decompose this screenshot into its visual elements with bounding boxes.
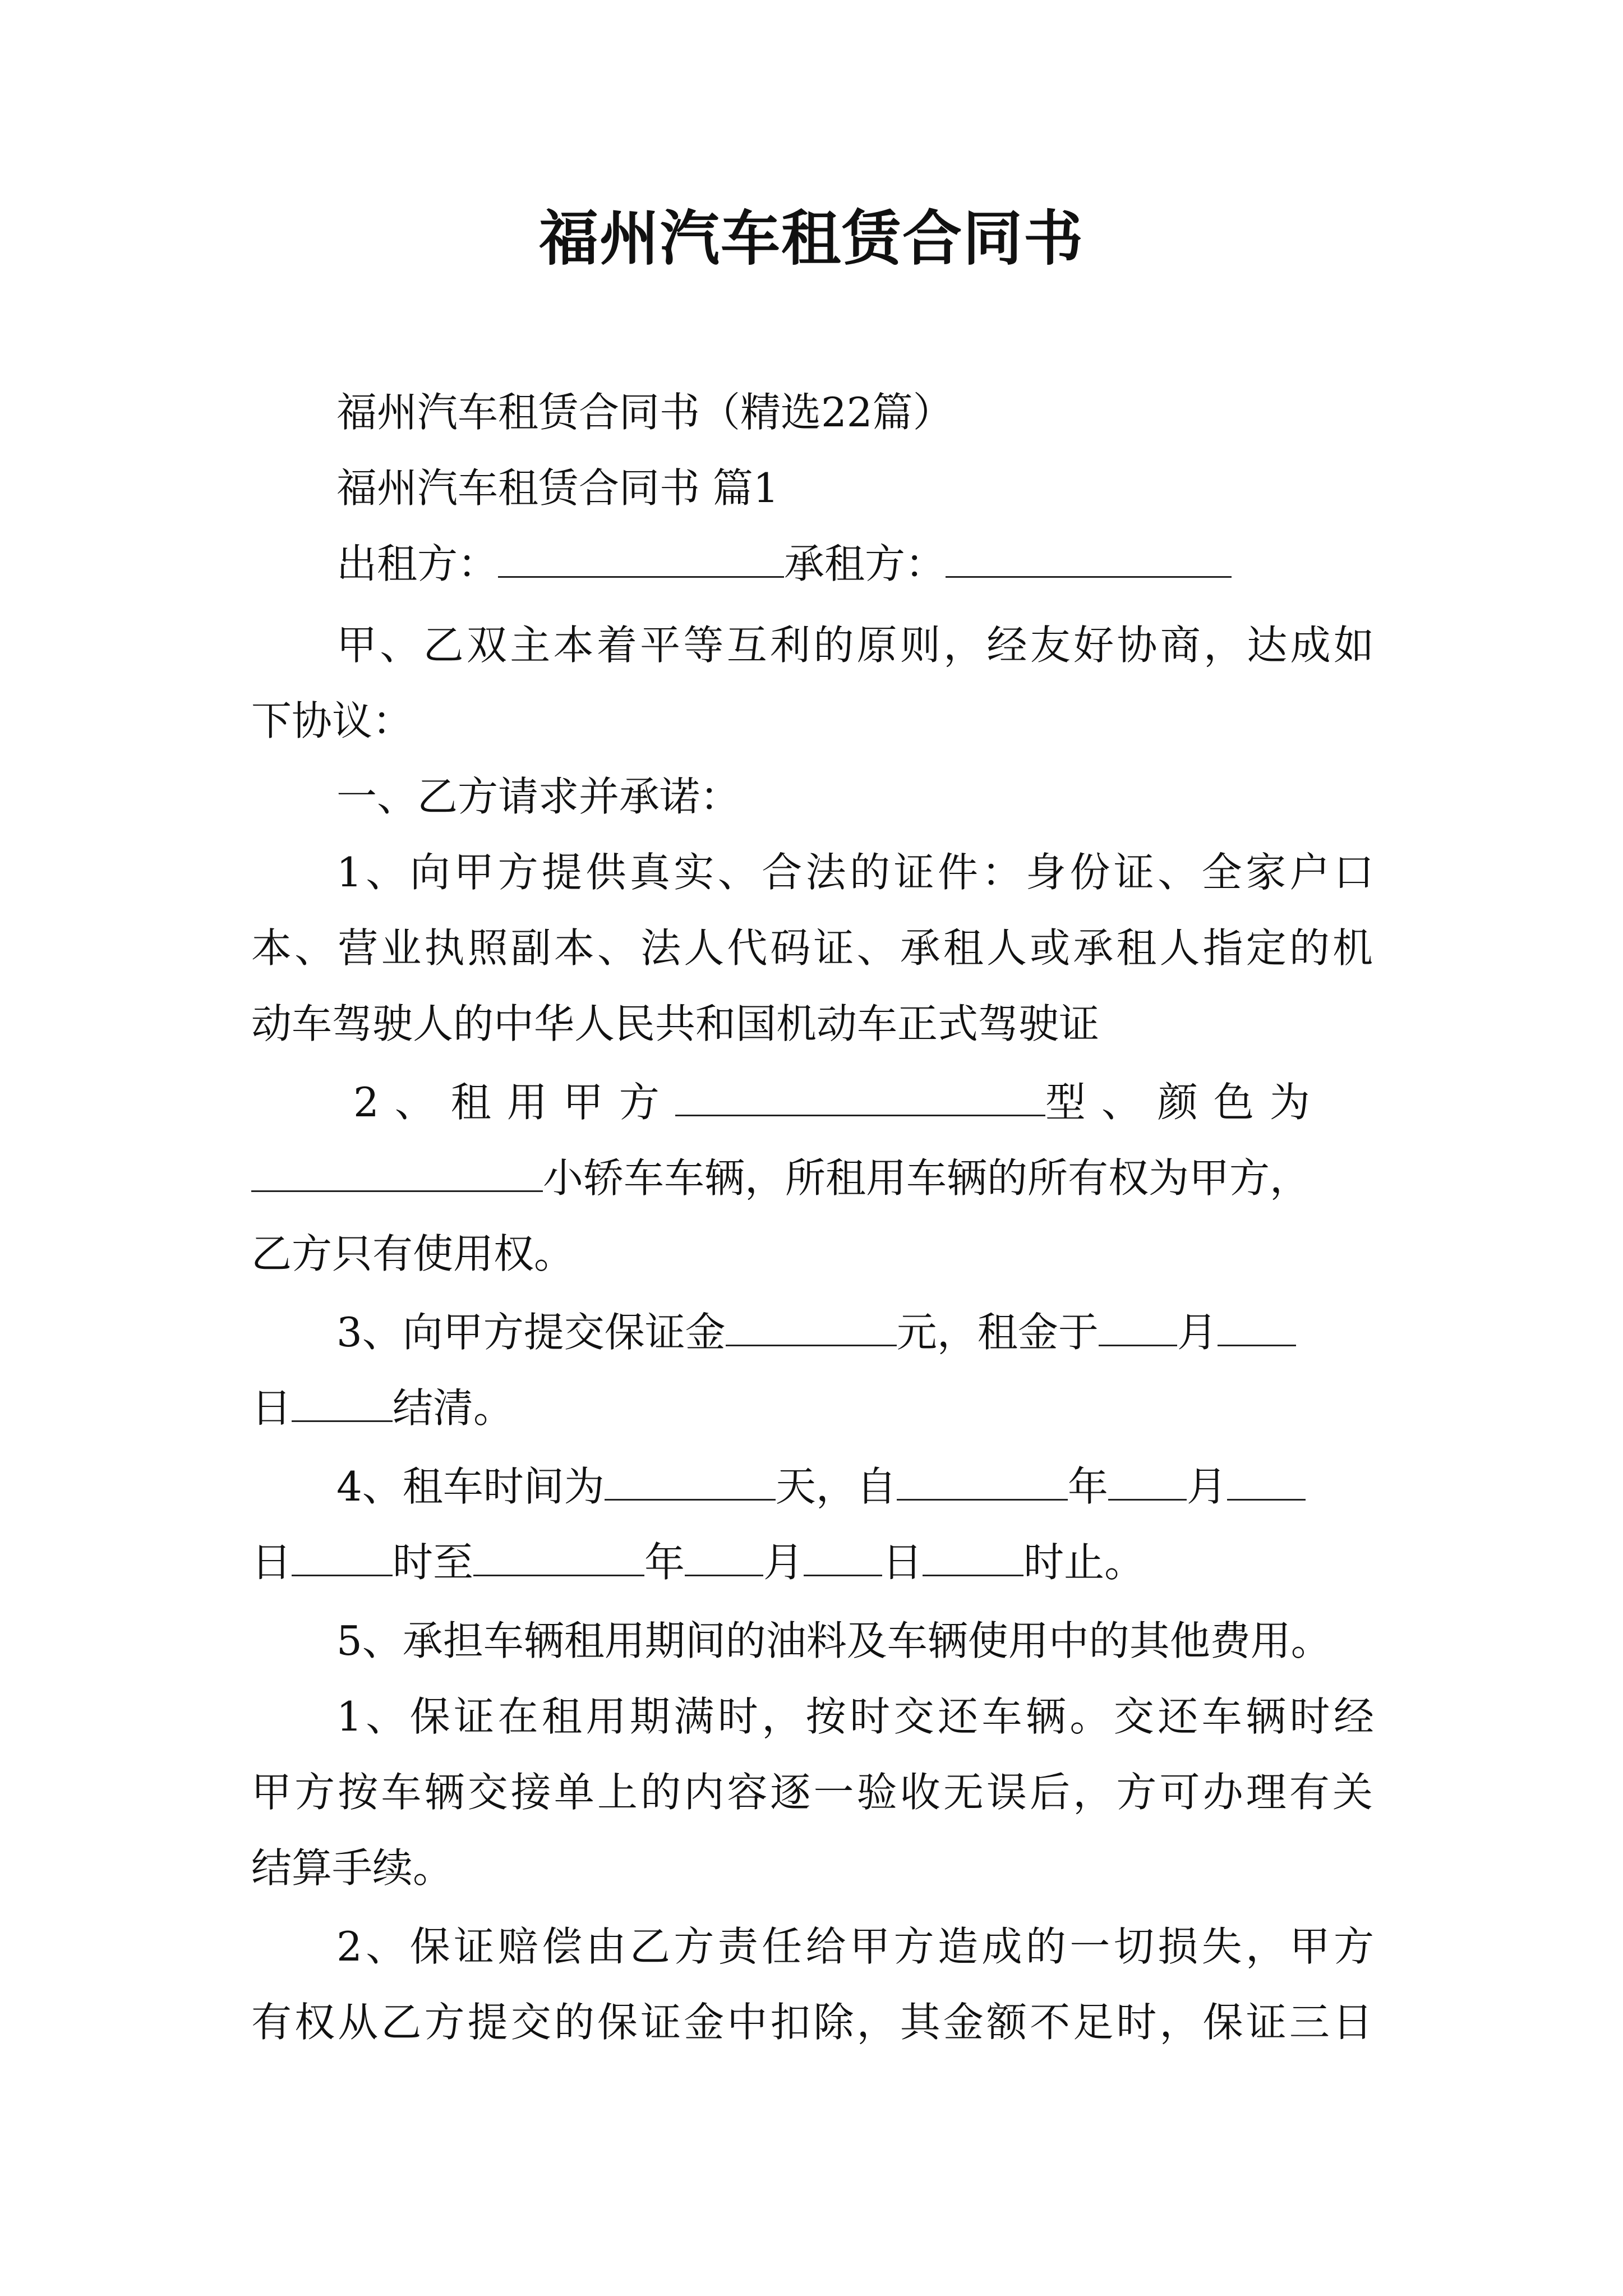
subtitle-line: 福州汽车租赁合同书（精选22篇）	[336, 389, 953, 436]
rental-period-line: 日 时至 年 月 日 时止。	[251, 1531, 1373, 1593]
section-heading: 福州汽车租赁合同书 篇1	[336, 464, 779, 512]
clause-line: 甲方按车辆交接单上的内容逐一验收无误后，方可办理有关	[251, 1769, 1373, 1816]
month-blank	[1108, 1460, 1187, 1501]
lessee-label: 承租方：	[784, 540, 946, 587]
color-blank	[251, 1151, 543, 1192]
day-blank	[1227, 1460, 1306, 1501]
hour-blank	[923, 1535, 1023, 1576]
clause-heading: 一、乙方请求并承诺：	[336, 773, 741, 820]
lessor-blank	[498, 537, 784, 578]
lessee-blank	[946, 537, 1232, 578]
clause-line: 乙方只有使用权。	[251, 1230, 575, 1277]
paragraph-line: 甲、乙双主本着平等互利的原则，经友好协商，达成如	[336, 622, 1374, 669]
rental-period-line: 4、租车时间为 天，自 年 月	[336, 1456, 1374, 1517]
deposit-blank	[726, 1305, 897, 1346]
model-blank	[675, 1075, 1045, 1116]
paragraph-line: 下协议：	[251, 697, 413, 744]
clause-line: 2、租用甲方 型、颜色为	[353, 1071, 1374, 1133]
day-blank	[292, 1381, 393, 1422]
parties-line	[336, 533, 1374, 595]
day-blank	[804, 1535, 882, 1576]
clause-line: 小轿车车辆，所租用车辆的所有权为甲方，	[251, 1147, 1373, 1209]
day-blank	[1218, 1305, 1296, 1346]
days-blank	[605, 1460, 776, 1501]
year-blank	[897, 1460, 1068, 1501]
document-title: 福州汽车租赁合同书	[539, 203, 1084, 273]
clause-line: 2、保证赔偿由乙方责任给甲方造成的一切损失，甲方	[336, 1923, 1374, 1970]
year-blank	[473, 1535, 644, 1576]
lessor-label: 出租方：	[336, 540, 499, 587]
clause-line: 1、保证在租用期满时，按时交还车辆。交还车辆时经	[336, 1693, 1374, 1740]
clause-line: 有权从乙方提交的保证金中扣除，其金额不足时，保证三日	[251, 1999, 1373, 2046]
deposit-line: 3、向甲方提交保证金 元，租金于 月	[336, 1301, 1374, 1363]
clause-line: 1、向甲方提供真实、合法的证件：身份证、全家户口	[336, 849, 1374, 896]
clause-line: 本、营业执照副本、法人代码证、承租人或承租人指定的机	[251, 924, 1373, 972]
clause-line: 5、承担车辆租用期间的油料及车辆使用中的其他费用。	[336, 1617, 1331, 1664]
clause-line: 结算手续。	[251, 1844, 454, 1892]
clause-line: 动车驾驶人的中华人民共和国机动车正式驾驶证	[251, 1000, 1100, 1047]
hour-blank	[292, 1535, 393, 1576]
deposit-line: 日 结清。	[251, 1377, 1373, 1439]
month-blank	[685, 1535, 763, 1576]
month-blank	[1099, 1305, 1177, 1346]
